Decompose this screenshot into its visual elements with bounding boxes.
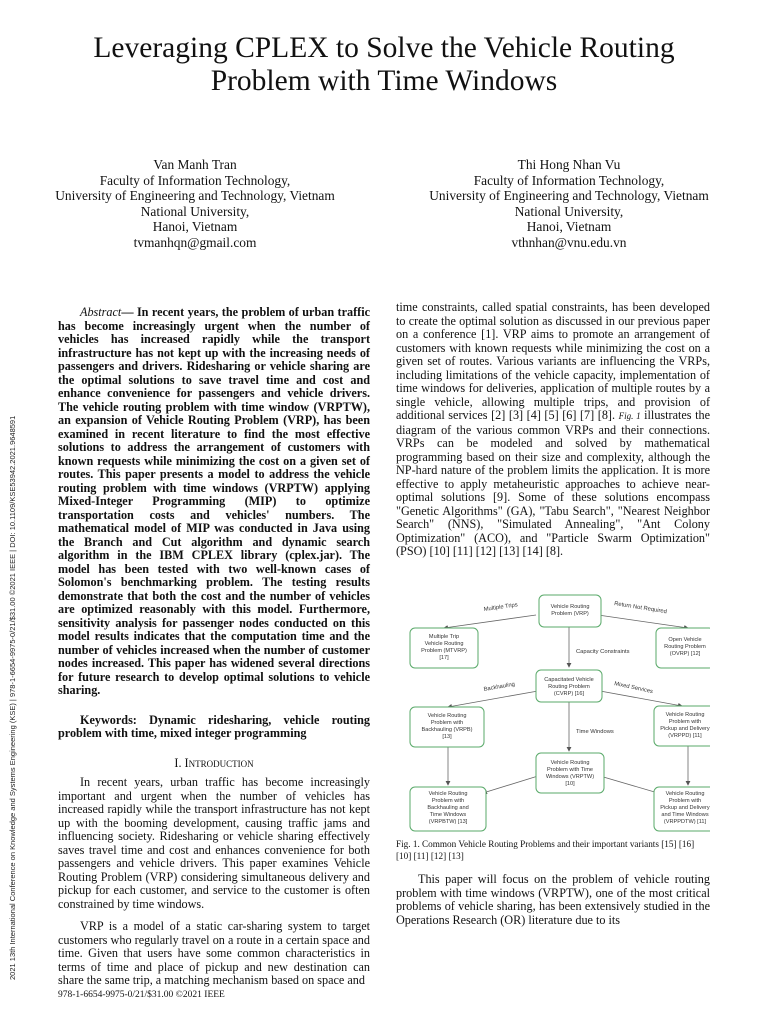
node-vrpb-label: Vehicle Routing [427, 713, 467, 719]
node-vrpbtw-label: Problem with [431, 798, 465, 804]
node-vrppdtw-label: Vehicle Routing [665, 791, 705, 797]
right-paragraph-1b: illustrates the diagram of the various common VRPs and their connections. VRPs can be modeled and solved by mathematical programming based on their size and complexity, although the NP-hard nature of the problem limits the application. It is more effective to apply metaheuristic approaches to achieve near-optimal solutions [9]. Some of these solutions encompass "Genetic Algorithms" (GA), "Tabu Search", "Nearest Neighbor Search" (NNS), "Simulated Annealing", "Ant Colony Optimization" (ACO), and "Particle Swarm Optimization" (PSO) [10] [11] [12] [13] [14] [8]. [396, 408, 710, 558]
node-vrpbtw-label: Backhauling and [427, 805, 469, 811]
node-cvrp-label: Capacitated Vehicle [544, 677, 594, 683]
node-cvrp-label: (CVRP) [16] [553, 691, 585, 697]
section-heading-introduction: I. Introduction [174, 755, 254, 770]
svg-text:Vehicle RoutingProblem withBac [427, 791, 468, 825]
node-vrppdtw-label: Pickup and Delivery [660, 805, 710, 811]
author-name: Thi Hong Nhan Vu [517, 157, 621, 172]
right-paragraph-1 [396, 301, 710, 559]
intro-paragraph-2: VRP is a model of a static car-sharing system to target customers who regularly travel on a route in a certain space and time. Given that users have some common characteristics in terms of time and place of pickup and new destination can share the same trip, a matching mechanism based on space and [58, 919, 370, 987]
node-ovrp-label: (OVRP) [12] [669, 651, 701, 657]
node-vrppd-label: Vehicle Routing [665, 712, 705, 718]
author-faculty: Faculty of Information Technology, [99, 172, 291, 188]
abstract-dash: — [121, 305, 137, 319]
node-ovrp-label: Open Vehicle [668, 637, 702, 643]
author-name: Van Manh Tran [153, 157, 237, 172]
node-vrppd-label: Pickup and Delivery [660, 726, 710, 732]
intro-paragraph-1: In recent years, urban traffic has become increasingly important and urgent when the number of vehicles has increased rapidly while the transport infrastructure has not kept up with the booming development, causing traffic jams and influencing society. Ridesharing or vehicle sharing effectively saves travel time and cost and enhances convenience for both passengers and vehicle drivers. This paper examines Vehicle Routing Problem (VRP) considering simultaneous delivery and pickup for each customer, and service to the customer is often constrained by time windows. [58, 775, 370, 911]
node-mtvrp-label: Vehicle Routing [424, 641, 464, 647]
node-mtvrp-label: [17] [439, 655, 449, 661]
svg-text:Vehicle RoutingProblem (VRP) [551, 604, 590, 617]
author-block-1 [20, 157, 370, 251]
author-faculty: Faculty of Information Technology, [473, 172, 665, 188]
node-vrppd-label: Problem with [668, 719, 702, 725]
node-vrptw [536, 753, 604, 793]
conference-sidebar: 2021 13th International Conference on Knowledge and Systems Engineering (KSE) | 978-1-6654-9975-0/21/$31.00 ©2021 IEEE | DOI: 10.1109/KSE53942.2021.9648591 [8, 415, 17, 980]
right-column [396, 301, 710, 559]
edge-label-mixed-services: Mixed Services [613, 681, 654, 696]
node-vrptw-label: Windows (VRPTW) [545, 774, 595, 780]
edge-mixed-services [600, 691, 682, 706]
author-national: National University, [514, 203, 624, 219]
node-vrpbtw-label: Vehicle Routing [428, 791, 468, 797]
node-cvrp-label: Routing Problem [548, 684, 590, 690]
edge-label-backhauling: Backhauling [483, 681, 516, 693]
abstract [58, 306, 370, 698]
copyright-footer: 978-1-6654-9975-0/21/$31.00 ©2021 IEEE [58, 990, 225, 1000]
edge-vrptw-vrpbtw [483, 776, 538, 793]
edge-vrptw-vrppdtw [600, 776, 658, 793]
author-email[interactable]: tvmanhqn@gmail.com [133, 234, 257, 250]
svg-text:Open VehicleRouting Problem(OV [664, 637, 706, 657]
node-vrpbtw-label: (VRPBTW) [13] [428, 819, 468, 825]
author-city: Hanoi, Vietnam [526, 219, 612, 235]
right-column-lower [396, 873, 710, 927]
node-vrptw-label: Vehicle Routing [550, 760, 590, 766]
figure-caption: Fig. 1. Common Vehicle Routing Problems and their important variants [15] [16] [10] [11] [12] [13] [396, 839, 695, 861]
edge-label-return-not-required: Return Not Required [613, 601, 668, 616]
author-city: Hanoi, Vietnam [152, 219, 238, 235]
paper-title: Leveraging CPLEX to Solve the Vehicle Routing Problem with Time Windows [93, 32, 675, 97]
author-block-2 [390, 157, 748, 251]
node-vrp-label: Problem (VRP) [551, 611, 589, 617]
abstract-text: In recent years, the problem of urban traffic has become increasingly urgent when the number of vehicles has increased rapidly while the transport infrastructure has not kept up with the increasing needs of passengers and drivers. Ridesharing or vehicle sharing are the optimal solutions to save travel time and cost and enhance convenience for passengers and vehicle drivers. The vehicle routing problem with time window (VRPTW), an expansion of Vehicle Routing Problem (VRP), has been examined in recent literature to find the most effective solutions to address the arrangement of customers with known requests while minimizing the cost on a given set of routes. This paper presents a model to address the vehicle routing problem with time windows (VRPTW) applying Mixed-Integer Programming (MIP) to optimize transportation costs and vehicles' numbers. The mathematical model of MIP was conducted in Java using the Branch and Cut algorithm and dynamic search algorithm in the IBM CPLEX library (cplex.jar). The model has been tested with two well-known cases of Solomon's benchmarking problem. The testing results demonstrate that both the cost and the number of vehicles are optimized reasonably with this model. Furthermore, sensitivity analysis for passenger nodes conducted on this model results indicates that the computation time and the number of vehicles increased when the number of customer nodes increased. This paper has widened several directions for future research to develop optimal solutions to vehicle sharing. [58, 305, 370, 697]
node-vrptw-label: Problem with Time [546, 767, 594, 773]
node-vrppd-label: (VRPPD) [11] [668, 733, 702, 739]
svg-text:Vehicle RoutingProblem withPic [660, 791, 710, 825]
node-vrpbtw-label: Time Windows [429, 812, 467, 818]
author-university: University of Engineering and Technology, Vietnam [429, 188, 709, 204]
node-vrppdtw-label: and Time Windows [661, 812, 709, 818]
right-paragraph-1a: time constraints, called spatial constraints, has been developed to create the optimal solution as discussed in our previous paper on a conference [1]. VRP aims to promote an arrangement of customers with known requests while minimizing the cost on a given set of routes. Various variants are influencing the VRPs, including limitations of the vehicle capacity, implementation of time windows for deliveries, application of multiple routes by a single vehicle, allowing multiple trips, and provision of additional services [2] [3] [4] [5] [6] [7] [8]. [396, 300, 710, 422]
abstract-label: Abstract [80, 305, 122, 319]
node-vrppdtw-label: (VRPPDTW) [11] [663, 819, 707, 825]
node-vrpb-label: Problem with [430, 720, 464, 726]
node-mtvrp-label: Multiple Trip [428, 634, 460, 640]
figure-reference[interactable]: Fig. 1 [618, 411, 641, 421]
left-column [58, 306, 370, 988]
author-email[interactable]: vthnhan@vnu.edu.vn [511, 234, 627, 250]
right-paragraph-2: This paper will focus on the problem of vehicle routing problem with time windows (VRPTW), one of the most critical problems of vehicle sharing, has been extensively studied in the Operations Research (OR) literature due to its [396, 872, 710, 927]
edge-backhauling [448, 691, 538, 707]
edge-multiple-trips [444, 615, 536, 628]
author-university: University of Engineering and Technology, Vietnam [55, 188, 335, 204]
keywords: Keywords: Dynamic ridesharing, vehicle routing problem with time, mixed integer programming [58, 712, 370, 740]
node-vrp-label: Vehicle Routing [550, 604, 590, 610]
author-national: National University, [140, 203, 250, 219]
vrp-diagram [408, 593, 710, 833]
node-vrptw-label: [10] [565, 781, 575, 787]
edge-label-multiple-trips: Multiple Trips [483, 602, 519, 613]
node-mtvrp-label: Problem (MTVRP) [421, 648, 467, 654]
node-vrpb-label: Backhauling (VRPB) [421, 727, 473, 733]
node-vrppdtw-label: Problem with [668, 798, 702, 804]
edge-label-capacity: Capacity Constraints [576, 649, 630, 655]
node-ovrp-label: Routing Problem [664, 644, 706, 650]
edge-return-not-required [598, 615, 688, 628]
edge-label-time-windows: Time Windows [576, 729, 614, 735]
node-vrpb-label: [13] [442, 734, 452, 740]
